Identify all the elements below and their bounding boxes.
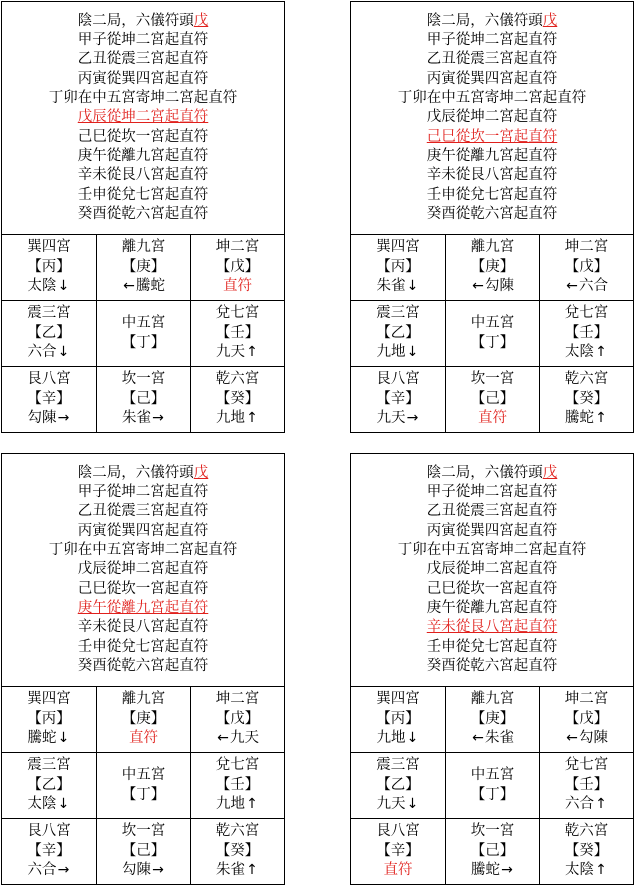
palace-stem: 【壬】: [215, 324, 260, 341]
title-prefix: 陰二局，六儀符頭: [77, 464, 194, 481]
rule-line: 丙寅從巽四宮起直符: [426, 70, 558, 87]
palace-name: 中五宮: [121, 315, 166, 331]
palace-cell: [191, 235, 284, 301]
spirit-name: 九天: [216, 344, 245, 361]
palace-name: 震三宮: [376, 757, 420, 774]
palace-name: 兌七宮: [564, 757, 609, 774]
palace-stem: 【辛】: [27, 390, 71, 407]
highlighted-rule-line: 己巳從坎一宮起直符: [426, 128, 558, 145]
palace-name: 坎一宮: [121, 823, 166, 840]
rule-line: 壬申從兌七宮起直符: [426, 186, 558, 203]
palace-name: 坎一宮: [121, 371, 166, 388]
panel-title: [78, 12, 209, 31]
palace-cell: [446, 235, 540, 301]
spirit-label: [28, 277, 71, 297]
palace-stem: 【庚】: [470, 710, 515, 727]
rule-line: 戊辰從坤二宮起直符: [426, 561, 558, 578]
palace-cell: [191, 819, 284, 884]
palace-stem: 【己】: [121, 390, 166, 407]
palace-stem: 【己】: [121, 842, 166, 859]
rule-line: 癸酉從乾六宮起直符: [426, 205, 558, 222]
palace-name: 巽四宮: [376, 239, 420, 256]
arrow-down-icon: ↓: [57, 796, 70, 813]
palace-stem: 【丁】: [121, 334, 166, 351]
spirit-label: [28, 795, 71, 815]
palace-name: 巽四宮: [27, 691, 71, 708]
arrow-down-icon: ↓: [406, 344, 419, 361]
spirit-label: [28, 861, 71, 881]
spirit-name: 勾陳: [485, 278, 514, 295]
palace-stem: 【戊】: [215, 258, 260, 275]
palace-cell: [97, 687, 191, 753]
duty-chief-label: [478, 409, 507, 429]
spirit-name: 勾陳: [579, 730, 608, 747]
palace-name: 艮八宮: [376, 371, 420, 388]
panel-header: [2, 454, 284, 687]
palace-stem: 【丁】: [470, 334, 515, 351]
spirit-name: 朱雀: [122, 410, 151, 427]
spirit-name: 直符: [383, 862, 413, 879]
rule-line: 辛未從艮八宮起直符: [77, 619, 209, 636]
spirit-label: [377, 277, 420, 297]
palace-grid: [2, 235, 284, 432]
spirit-name: 朱雀: [485, 730, 514, 747]
arrow-up-icon: ↑: [246, 796, 258, 813]
palace-name: 震三宮: [27, 305, 71, 322]
arrow-up-icon: ↑: [595, 862, 607, 879]
chart-panel-2: [350, 1, 634, 433]
arrow-right-icon: →: [152, 410, 164, 427]
palace-cell: [2, 367, 97, 432]
duty-chief-label: [129, 729, 158, 749]
rule-line: 己巳從坎一宮起直符: [426, 580, 558, 597]
arrow-right-icon: →: [501, 862, 513, 879]
palace-cell: [351, 301, 446, 367]
palace-stem: 【乙】: [376, 776, 420, 793]
rule-line: 戊辰從坤二宮起直符: [426, 109, 558, 126]
rule-line: 乙丑從震三宮起直符: [426, 503, 558, 520]
spirit-name: 直符: [223, 278, 252, 295]
palace-cell: [446, 753, 540, 819]
rule-line: 丙寅從巽四宮起直符: [77, 70, 209, 87]
spirit-name: 九天: [376, 410, 406, 427]
palace-grid: [351, 235, 633, 432]
spirit-name: 直符: [129, 730, 158, 747]
rule-line: 己巳從坎一宮起直符: [77, 580, 209, 597]
palace-name: 乾六宮: [564, 371, 609, 388]
spirit-label: [216, 409, 259, 429]
arrow-down-icon: ↓: [406, 278, 419, 295]
palace-cell: [540, 301, 633, 367]
highlighted-rule-line: 庚午從離九宮起直符: [77, 599, 209, 616]
rule-line: 乙丑從震三宮起直符: [426, 51, 558, 68]
rule-line: 癸酉從乾六宮起直符: [77, 657, 209, 674]
spirit-label: [28, 343, 71, 363]
palace-name: 坤二宮: [215, 691, 260, 708]
palace-name: 中五宮: [121, 767, 166, 783]
highlighted-rule-line: 辛未從艮八宮起直符: [426, 619, 558, 636]
palace-stem: 【乙】: [376, 324, 420, 341]
title-head-stem: 戊: [193, 12, 209, 29]
palace-name: 離九宮: [121, 691, 166, 708]
title-prefix: 陰二局，六儀符頭: [77, 12, 194, 29]
palace-cell: [191, 301, 284, 367]
palace-name: 中五宮: [470, 767, 515, 783]
arrow-down-icon: ↓: [406, 796, 419, 813]
spirit-label: [216, 729, 259, 749]
spirit-label: [216, 343, 259, 363]
palace-cell: [97, 753, 191, 819]
spirit-label: [471, 729, 514, 749]
chart-panel-1: [1, 1, 285, 433]
arrow-left-icon: ←: [217, 730, 229, 747]
arrow-right-icon: →: [406, 410, 419, 427]
panel-header: [2, 2, 284, 235]
rule-line: 丁卯在中五宮寄坤二宮起直符: [397, 90, 587, 107]
spirit-name: 勾陳: [27, 410, 57, 427]
palace-name: 坤二宮: [564, 239, 609, 256]
palace-name: 乾六宮: [564, 823, 609, 840]
panel-title: [427, 464, 558, 483]
palace-stem: 【壬】: [564, 324, 609, 341]
palace-cell: [351, 753, 446, 819]
palace-stem: 【戊】: [215, 710, 260, 727]
rule-line: 癸酉從乾六宮起直符: [426, 657, 558, 674]
palace-cell: [351, 235, 446, 301]
rule-line: 丁卯在中五宮寄坤二宮起直符: [48, 90, 238, 107]
highlighted-rule-line: 戊辰從坤二宮起直符: [77, 109, 209, 126]
palace-name: 坤二宮: [215, 239, 260, 256]
rule-line: 辛未從艮八宮起直符: [426, 167, 558, 184]
palace-stem: 【癸】: [215, 842, 260, 859]
spirit-name: 九地: [376, 730, 406, 747]
spirit-label: [377, 409, 420, 429]
palace-stem: 【丁】: [470, 786, 515, 803]
palace-cell: [2, 753, 97, 819]
spirit-name: 九地: [216, 410, 245, 427]
title-head-stem: 戊: [542, 464, 558, 481]
spirit-name: 騰蛇: [136, 278, 165, 295]
palace-name: 坎一宮: [470, 823, 515, 840]
spirit-label: [565, 861, 608, 881]
palace-stem: 【戊】: [564, 258, 609, 275]
arrow-left-icon: ←: [472, 730, 484, 747]
palace-name: 坎一宮: [470, 371, 515, 388]
rule-line: 庚午從離九宮起直符: [77, 147, 209, 164]
arrow-down-icon: ↓: [57, 344, 70, 361]
spirit-label: [471, 861, 514, 881]
rule-line: 癸酉從乾六宮起直符: [77, 205, 209, 222]
panel-header: [351, 454, 633, 687]
spirit-name: 六合: [565, 796, 594, 813]
rule-line: 丁卯在中五宮寄坤二宮起直符: [397, 542, 587, 559]
palace-cell: [97, 235, 191, 301]
chart-panel-4: [350, 453, 634, 885]
palace-name: 中五宮: [470, 315, 515, 331]
chart-panel-3: [1, 453, 285, 885]
palace-stem: 【丙】: [376, 710, 420, 727]
panel-title: [78, 464, 209, 483]
spirit-label: [216, 795, 259, 815]
spirit-name: 騰蛇: [471, 862, 500, 879]
rule-line: 丙寅從巽四宮起直符: [426, 522, 558, 539]
palace-cell: [540, 367, 633, 432]
spirit-name: 六合: [27, 344, 57, 361]
spirit-label: [565, 795, 608, 815]
arrow-up-icon: ↑: [595, 344, 607, 361]
palace-name: 離九宮: [470, 239, 515, 256]
arrow-right-icon: →: [57, 862, 70, 879]
spirit-label: [122, 409, 165, 429]
arrow-down-icon: ↓: [57, 730, 70, 747]
palace-stem: 【癸】: [564, 842, 609, 859]
palace-cell: [191, 687, 284, 753]
palace-cell: [97, 301, 191, 367]
arrow-up-icon: ↑: [246, 344, 258, 361]
spirit-label: [377, 729, 420, 749]
rule-line: 戊辰從坤二宮起直符: [77, 561, 209, 578]
palace-grid: [351, 687, 633, 884]
palace-cell: [540, 687, 633, 753]
palace-name: 震三宮: [27, 757, 71, 774]
rule-line: 壬申從兌七宮起直符: [77, 186, 209, 203]
palace-stem: 【丙】: [27, 258, 71, 275]
spirit-name: 太陰: [27, 796, 57, 813]
palace-name: 巽四宮: [376, 691, 420, 708]
panel-header: [351, 2, 633, 235]
palace-stem: 【己】: [470, 842, 515, 859]
palace-cell: [540, 753, 633, 819]
spirit-name: 騰蛇: [27, 730, 57, 747]
rule-line: 甲子從坤二宮起直符: [77, 484, 209, 501]
spirit-name: 六合: [27, 862, 57, 879]
palace-cell: [351, 819, 446, 884]
palace-name: 艮八宮: [27, 371, 71, 388]
rule-line: 己巳從坎一宮起直符: [77, 128, 209, 145]
spirit-name: 六合: [579, 278, 608, 295]
palace-stem: 【戊】: [564, 710, 609, 727]
rule-line: 甲子從坤二宮起直符: [426, 32, 558, 49]
palace-name: 乾六宮: [215, 371, 260, 388]
palace-stem: 【壬】: [564, 776, 609, 793]
title-prefix: 陰二局，六儀符頭: [426, 464, 543, 481]
palace-name: 艮八宮: [376, 823, 420, 840]
palace-cell: [191, 367, 284, 432]
spirit-name: 朱雀: [376, 278, 406, 295]
palace-name: 巽四宮: [27, 239, 71, 256]
palace-name: 坤二宮: [564, 691, 609, 708]
palace-cell: [540, 819, 633, 884]
rule-line: 庚午從離九宮起直符: [426, 599, 558, 616]
palace-name: 離九宮: [121, 239, 166, 256]
palace-stem: 【丙】: [27, 710, 71, 727]
spirit-name: 九天: [376, 796, 406, 813]
spirit-label: [122, 861, 165, 881]
palace-cell: [351, 687, 446, 753]
panel-title: [427, 12, 558, 31]
arrow-left-icon: ←: [123, 278, 135, 295]
spirit-label: [122, 277, 165, 297]
spirit-name: 九地: [216, 796, 245, 813]
palace-cell: [97, 819, 191, 884]
spirit-label: [28, 409, 71, 429]
rule-line: 乙丑從震三宮起直符: [77, 503, 209, 520]
palace-stem: 【己】: [470, 390, 515, 407]
rule-line: 丁卯在中五宮寄坤二宮起直符: [48, 542, 238, 559]
arrow-up-icon: ↑: [595, 410, 607, 427]
spirit-name: 直符: [478, 410, 507, 427]
spirit-label: [28, 729, 71, 749]
spirit-label: [471, 277, 514, 297]
palace-cell: [540, 235, 633, 301]
palace-cell: [446, 367, 540, 432]
rule-line: 辛未從艮八宮起直符: [77, 167, 209, 184]
arrow-left-icon: ←: [566, 730, 578, 747]
palace-name: 兌七宮: [215, 757, 260, 774]
rule-line: 壬申從兌七宮起直符: [77, 638, 209, 655]
duty-chief-label: [223, 277, 252, 297]
palace-name: 離九宮: [470, 691, 515, 708]
arrow-left-icon: ←: [566, 278, 578, 295]
palace-stem: 【庚】: [121, 710, 166, 727]
title-head-stem: 戊: [193, 464, 209, 481]
spirit-label: [377, 795, 420, 815]
spirit-name: 太陰: [27, 278, 57, 295]
palace-stem: 【庚】: [121, 258, 166, 275]
palace-cell: [446, 687, 540, 753]
spirit-label: [565, 409, 608, 429]
spirit-label: [565, 343, 608, 363]
palace-cell: [2, 819, 97, 884]
title-prefix: 陰二局，六儀符頭: [426, 12, 543, 29]
arrow-up-icon: ↑: [246, 862, 258, 879]
spirit-label: [216, 861, 259, 881]
palace-stem: 【丁】: [121, 786, 166, 803]
palace-stem: 【癸】: [564, 390, 609, 407]
arrow-right-icon: →: [57, 410, 70, 427]
arrow-left-icon: ←: [472, 278, 484, 295]
palace-name: 兌七宮: [564, 305, 609, 322]
spirit-name: 勾陳: [122, 862, 151, 879]
palace-stem: 【乙】: [27, 324, 71, 341]
palace-cell: [2, 301, 97, 367]
palace-stem: 【乙】: [27, 776, 71, 793]
arrow-right-icon: →: [152, 862, 164, 879]
arrow-up-icon: ↑: [246, 410, 258, 427]
spirit-name: 太陰: [565, 862, 594, 879]
palace-stem: 【庚】: [470, 258, 515, 275]
palace-stem: 【壬】: [215, 776, 260, 793]
palace-cell: [191, 753, 284, 819]
palace-stem: 【丙】: [376, 258, 420, 275]
rule-line: 丙寅從巽四宮起直符: [77, 522, 209, 539]
rule-line: 乙丑從震三宮起直符: [77, 51, 209, 68]
palace-cell: [2, 687, 97, 753]
rule-line: 壬申從兌七宮起直符: [426, 638, 558, 655]
palace-cell: [446, 819, 540, 884]
title-head-stem: 戊: [542, 12, 558, 29]
palace-name: 乾六宮: [215, 823, 260, 840]
spirit-name: 朱雀: [216, 862, 245, 879]
spirit-label: [565, 277, 608, 297]
palace-stem: 【辛】: [27, 842, 71, 859]
duty-chief-label: [384, 861, 413, 881]
arrow-up-icon: ↑: [595, 796, 607, 813]
palace-name: 艮八宮: [27, 823, 71, 840]
rule-line: 甲子從坤二宮起直符: [77, 32, 209, 49]
rule-line: 庚午從離九宮起直符: [426, 147, 558, 164]
palace-cell: [2, 235, 97, 301]
palace-grid: [2, 687, 284, 884]
arrow-down-icon: ↓: [406, 730, 419, 747]
palace-cell: [446, 301, 540, 367]
spirit-label: [565, 729, 608, 749]
palace-stem: 【辛】: [376, 842, 420, 859]
palace-cell: [351, 367, 446, 432]
arrow-down-icon: ↓: [57, 278, 70, 295]
spirit-name: 九地: [376, 344, 406, 361]
palace-cell: [97, 367, 191, 432]
spirit-name: 騰蛇: [565, 410, 594, 427]
spirit-label: [377, 343, 420, 363]
palace-name: 震三宮: [376, 305, 420, 322]
palace-stem: 【辛】: [376, 390, 420, 407]
spirit-name: 太陰: [565, 344, 594, 361]
spirit-name: 九天: [230, 730, 259, 747]
rule-line: 甲子從坤二宮起直符: [426, 484, 558, 501]
palace-stem: 【癸】: [215, 390, 260, 407]
palace-name: 兌七宮: [215, 305, 260, 322]
